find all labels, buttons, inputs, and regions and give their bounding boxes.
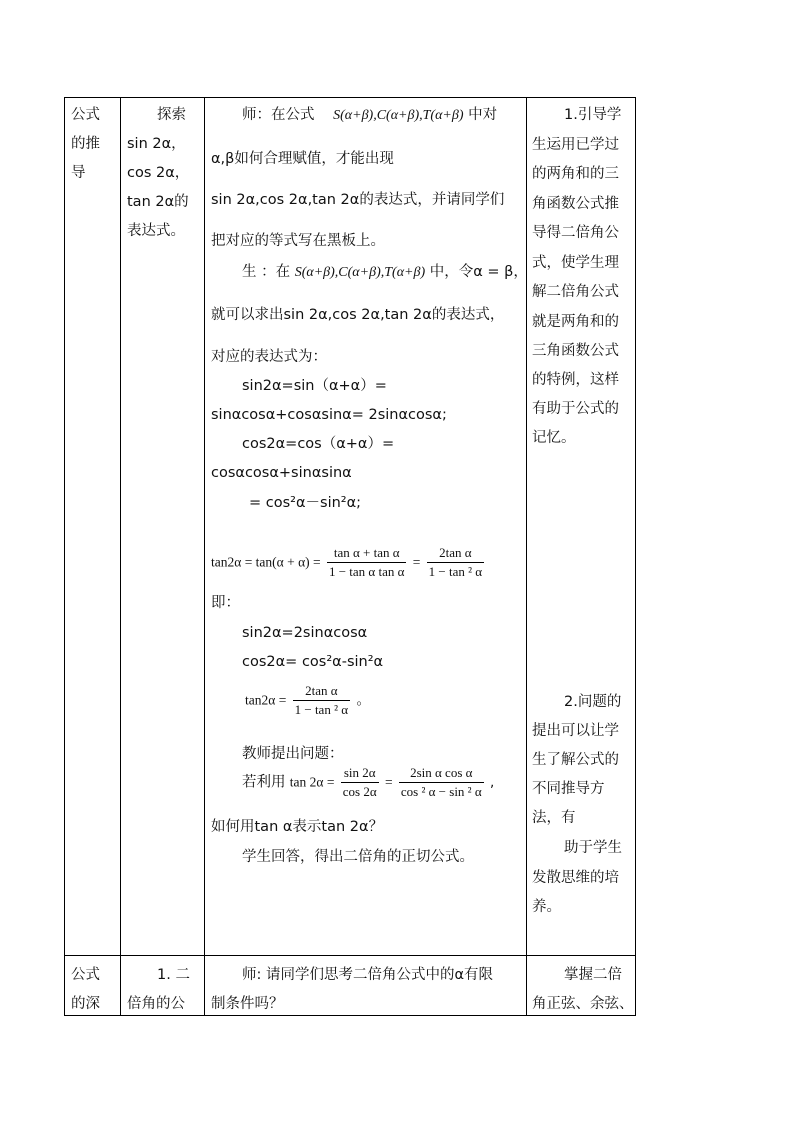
text-line: cos2α=cos（α+α）= bbox=[242, 436, 395, 452]
formula: S(α+β),C(α+β),T(α+β) bbox=[333, 108, 464, 123]
text-line: 养。 bbox=[532, 899, 561, 915]
text-line: 三角函数公式 bbox=[532, 343, 619, 359]
col-border-1 bbox=[120, 97, 121, 1015]
text-line: sin 2α， bbox=[127, 136, 186, 152]
formula: S(α+β),C(α+β),T(α+β) bbox=[294, 265, 426, 280]
text-line: 的推 bbox=[71, 136, 100, 152]
text-line: 即： bbox=[211, 595, 240, 611]
row2-col2-content bbox=[127, 961, 203, 1019]
row2-col3-activity bbox=[211, 961, 523, 1019]
text-line: 的两角和的三 bbox=[532, 166, 619, 182]
text-line: cosαcosα+sinαsinα bbox=[211, 465, 352, 481]
text-line: 角正弦、余弦、 bbox=[532, 996, 634, 1012]
text-line: 生了解公式的 bbox=[532, 752, 619, 768]
row2-col4-intent bbox=[532, 961, 634, 1019]
text-line: 1.引导学 bbox=[564, 107, 622, 123]
text-line: sinαcosα+cosαsinα= 2sinαcosα; bbox=[211, 407, 447, 423]
fraction: $\frac{\text{2tan α}}{\text{1 − tan ² α}}$ bbox=[294, 683, 349, 717]
row1-col3-activity bbox=[211, 0, 528, 955]
col-border-right bbox=[635, 97, 636, 1015]
tan2a-result: tan2α = $\frac{\text{2tan α}}{\text{1 − tan ² α}}$ 。 bbox=[245, 683, 371, 717]
row-divider bbox=[64, 955, 636, 956]
row1-col2-content bbox=[127, 101, 203, 246]
text-line: 公式 bbox=[71, 967, 100, 983]
text-line: 倍角的公 bbox=[127, 996, 185, 1012]
text-line: 对应的表达式为： bbox=[211, 349, 327, 365]
text-line: = cos²α－sin²α; bbox=[249, 495, 362, 511]
text-line: 师: 请同学们思考二倍角公式中的α有限 bbox=[242, 967, 494, 983]
text-line: 发散思维的培 bbox=[532, 870, 619, 886]
text-line: 有助于公式的 bbox=[532, 401, 619, 417]
text-line: cos 2α， bbox=[127, 165, 190, 181]
text-line: 生运用已学过 bbox=[532, 137, 619, 153]
text-line: 把对应的等式写在黑板上。 bbox=[211, 233, 385, 249]
text-line: 公式 bbox=[71, 107, 100, 123]
text-line: 生 ：在 S(α+β),C(α+β),T(α+β) 中，令α = β， bbox=[242, 264, 528, 280]
text-line: α,β如何合理赋值，才能出现 bbox=[211, 151, 394, 167]
text-line: 如何用tan α表示tan 2α？ bbox=[211, 819, 384, 835]
fraction: $\frac{\text{2tan α}}{\text{1 − tan ² α}}$ bbox=[428, 545, 483, 579]
text-line: 教师提出问题： bbox=[242, 746, 344, 762]
row1-col1-stage bbox=[71, 101, 117, 188]
text-line: 解二倍角公式 bbox=[532, 284, 619, 300]
text-line: sin2α=2sinαcosα bbox=[242, 625, 368, 641]
text-line: 表达式。 bbox=[127, 223, 185, 239]
text-line: 师：在公式 S(α+β),C(α+β),T(α+β) 中对 bbox=[242, 107, 498, 123]
col-border-2 bbox=[204, 97, 205, 1015]
text-line: tan 2α的 bbox=[127, 194, 189, 210]
text-line: 导得二倍角公 bbox=[532, 225, 619, 241]
text-line: 法，有 bbox=[532, 810, 576, 826]
row1-col4-intent bbox=[532, 0, 632, 955]
text-line: 导 bbox=[71, 165, 86, 181]
text-line: cos2α= cos²α-sin²α bbox=[242, 654, 384, 670]
text-line: 制条件吗？ bbox=[211, 996, 284, 1012]
text-line: 的特例，这样 bbox=[532, 372, 619, 388]
text-line: 角函数公式推 bbox=[532, 196, 619, 212]
text-line: 1. 二 bbox=[157, 967, 190, 983]
text-line: 的深 bbox=[71, 996, 100, 1012]
text-line: 学生回答，得出二倍角的正切公式。 bbox=[242, 849, 474, 865]
text-line: 就可以求出sin 2α,cos 2α,tan 2α的表达式， bbox=[211, 307, 505, 323]
text-line: 提出可以让学 bbox=[532, 723, 619, 739]
tan2a-derivation: tan2α = tan(α + α) = $\frac{\text{tan α + tan α}}{\text{1 − tan α tan α}}$ = $\frac{\text{2tan α}}{\text{1 − tan ² α}}$ bbox=[211, 545, 483, 579]
text-line: 式，使学生理 bbox=[532, 255, 619, 271]
text-line: 就是两角和的 bbox=[532, 314, 619, 330]
col-border-3 bbox=[526, 97, 527, 1015]
row2-col1-stage bbox=[71, 961, 117, 1019]
text-line: sin2α=sin（α+α）= bbox=[242, 378, 387, 394]
text-line: 掌握二倍 bbox=[564, 967, 622, 983]
fraction: $\frac{\text{2sin α cos α}}{\text{cos ² α − sin ² α}}$ bbox=[400, 765, 482, 799]
question-formula: 若利用 tan 2α = $\frac{\sin 2\alpha}{\cos 2\alpha}$ = $\frac{\text{2sin α cos α}}{\text{cos ² α − sin ² α}}$ , bbox=[242, 765, 495, 799]
text-line: 助于学生 bbox=[564, 840, 622, 856]
fraction: $\frac{\sin 2\alpha}{\cos 2\alpha}$ bbox=[342, 765, 377, 799]
text-line: 不同推导方 bbox=[532, 781, 605, 797]
fraction: $\frac{\text{tan α + tan α}}{\text{1 − tan α tan α}}$ bbox=[328, 545, 405, 579]
text-line: sin 2α,cos 2α,tan 2α的表达式，并请同学们 bbox=[211, 192, 505, 208]
text-line: 记忆。 bbox=[532, 430, 576, 446]
text-line: 探索 bbox=[157, 107, 186, 123]
text-line: 2.问题的 bbox=[564, 694, 622, 710]
col-border-left bbox=[64, 97, 65, 1015]
